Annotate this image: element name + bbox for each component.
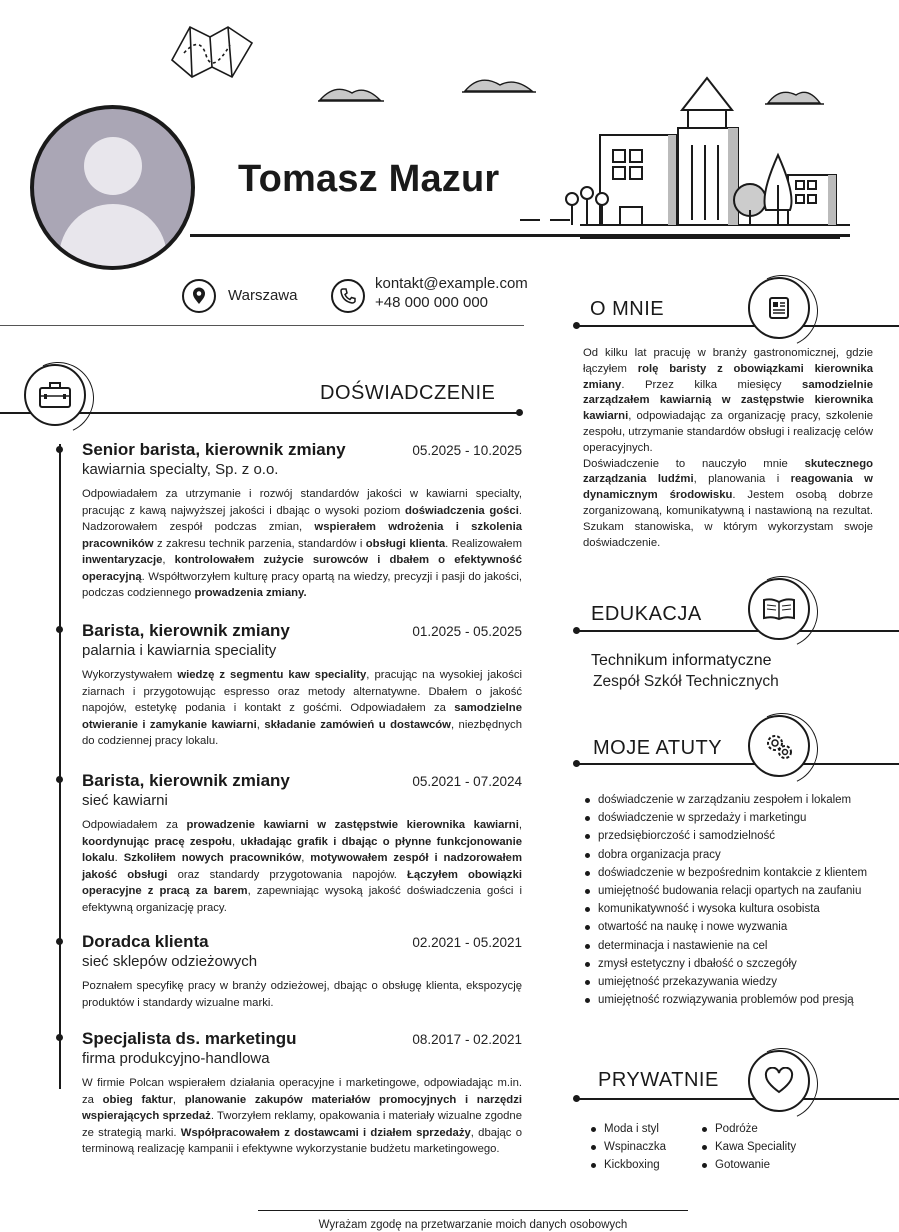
- city-illustration: [160, 15, 860, 245]
- rule-end-dot: [516, 409, 523, 416]
- header-rule: [190, 234, 850, 237]
- private-title: PRYWATNIE: [598, 1069, 719, 1091]
- job-company: palarnia i kawiarnia speciality: [82, 642, 277, 659]
- phone-text: +48 000 000 000: [375, 294, 489, 311]
- gdpr-consent: Wyrażam zgodę na przetwarzanie moich danych osobowych: [318, 1219, 628, 1231]
- job-title: Senior barista, kierownik zmiany: [82, 440, 346, 459]
- avatar: [30, 105, 195, 270]
- phone-icon: [331, 279, 365, 313]
- rule-end-dot: [573, 760, 580, 767]
- timeline-dot: [56, 938, 63, 945]
- skills-rule: [578, 763, 899, 765]
- skill-item: zmysł estetyczny i dbałość o szczegóły: [584, 955, 889, 973]
- document-icon: [748, 277, 810, 339]
- job-date: 02.2021 - 05.2021: [412, 935, 522, 950]
- job-title: Specjalista ds. marketingu: [82, 1029, 297, 1048]
- cloud-icon: [320, 80, 820, 103]
- heart-icon: [748, 1050, 810, 1112]
- job-title: Barista, kierownik zmiany: [82, 621, 290, 640]
- job-date: 05.2021 - 07.2024: [412, 774, 522, 789]
- about-rule: [578, 325, 899, 327]
- education-subtitle: Zespół Szkół Technicznych: [593, 673, 779, 690]
- briefcase-icon: [24, 364, 86, 426]
- job-entry: [82, 771, 522, 916]
- skill-item: umiejętność budowania relacji opartych na zaufaniu: [584, 882, 889, 900]
- private-rule: [578, 1098, 899, 1100]
- experience-title: DOŚWIADCZENIE: [320, 382, 496, 404]
- map-icon: [172, 27, 252, 77]
- job-description: Wykorzystywałem wiedzę z segmentu kaw speciality, pracując na wysokiej jakości ziarnach i przygotowując espresso oraz metody alternatywne. Dbałem o jakość napojów, estetykę podania i kontakt z gośćmi. Odpowiadałem za samodzielne otwieranie i zamykanie kawiarni, składanie zamówień u dostawców, niezbędnych do codziennej pracy lokalu.: [82, 669, 523, 747]
- map-pin-icon: [182, 279, 216, 313]
- city-text: Warszawa: [228, 287, 298, 304]
- timeline-dot: [56, 626, 63, 633]
- skill-item: doświadczenie w sprzedaży i marketingu: [584, 809, 889, 827]
- avatar-head: [84, 137, 142, 195]
- rule-end-dot: [573, 322, 580, 329]
- job-description: Odpowiadałem za prowadzenie kawiarni w zastępstwie kierownika kawiarni, koordynując pracę zespołu, układając grafik i dbając o płynne funkcjonowanie lokalu. Szkoliłem nowych pracowników, motywowałem zespół i nadzorowałem jakość obsługi oraz standardy przygotowania napojów. Łączyłem obowiązki operacyjne z pracą za barem, zapewniając wysoką jakość doświadczenia gości i efektywną organizację pracy.: [82, 819, 522, 914]
- job-description: Poznałem specyfikę pracy w branży odzieżowej, dbając o obsługę klienta, ekspozycję produktów i standardy wizualne marki.: [82, 980, 522, 1009]
- timeline-dot: [56, 446, 63, 453]
- job-entry: [82, 1029, 522, 1158]
- hobbies-list: [701, 1120, 831, 1175]
- timeline-dot: [56, 776, 63, 783]
- skill-item: komunikatywność i wysoka kultura osobista: [584, 900, 889, 918]
- hobby-item: Gotowanie: [701, 1156, 831, 1174]
- gears-icon: [748, 715, 810, 777]
- hobby-item: Kawa Speciality: [701, 1138, 831, 1156]
- skills-list: [584, 791, 889, 1009]
- job-description: Odpowiadałem za utrzymanie i rozwój standardów jakości w kawiarni specialty, pracując z kawą najwyższej jakości i dbając o wysoki poziom doświadczenia gości. Nadzorowałem zespół podczas zmian, wspierałem wdrożenia i szkolenia pracowników z zakresu technik parzenia, standardów i obsługi klienta. Realizowałem inwentaryzacje, kontrolowałem zużycie surowców i dbałem o efektywność operacyjną. Współtworzyłem kulturę pracy opartą na wiedzy, precyzji i pasji do jakości, podczas codziennego prowadzenia zmiany.: [82, 488, 522, 599]
- education-rule: [578, 630, 899, 632]
- rule-end-dot: [573, 627, 580, 634]
- job-title: Barista, kierownik zmiany: [82, 771, 290, 790]
- rule-end-dot: [573, 1095, 580, 1102]
- footer-rule: [258, 1210, 688, 1211]
- skills-title: MOJE ATUTY: [593, 737, 723, 759]
- education-title: EDUKACJA: [591, 603, 702, 625]
- skill-item: dobra organizacja pracy: [584, 846, 889, 864]
- job-company: sieć sklepów odzieżowych: [82, 953, 258, 970]
- job-entry: [82, 932, 522, 1011]
- job-description: W firmie Polcan wspierałem działania operacyjne i marketingowe, odpowiadając m.in. za obieg faktur, planowanie zakupów materiałów promocyjnych i narzędzi wspierających sprzedaż. Tworzyłem reklamy, opakowania i materiały wizualne zgodne ze strategią marki. Współpracowałem z dostawcami i działem sprzedaży, dbając o terminową realizację kampanii i efektywne wykorzystanie budżetu marketingowego.: [82, 1077, 522, 1155]
- job-entry: [82, 440, 522, 602]
- job-company: sieć kawiarni: [82, 792, 168, 809]
- open-book-icon: [748, 578, 810, 640]
- timeline-dot: [56, 1034, 63, 1041]
- job-title: Doradca klienta: [82, 932, 209, 951]
- hobby-item: Moda i styl: [590, 1120, 700, 1138]
- job-company: firma produkcyjno-handlowa: [82, 1050, 270, 1067]
- job-entry: [82, 621, 522, 750]
- skill-item: doświadczenie w zarządzaniu zespołem i lokalem: [584, 791, 889, 809]
- page-title: Tomasz Mazur: [238, 158, 500, 200]
- job-date: 08.2017 - 02.2021: [412, 1032, 522, 1047]
- timeline: [59, 444, 61, 1089]
- avatar-body: [59, 204, 167, 270]
- about-text: Od kilku lat pracuję w branży gastronomicznej, gdzie łączyłem rolę baristy z obowiązkami kierownika zmiany. Przez kilka miesięcy samodzielnie zarządzałem kawiarnią w zastępstwie kierownika kawiarni, odpowiadając za organizację pracy, szkolenie zespołu, utrzymanie standardów obsługi i realizację celów operacyjnych. Doświadczenie to nauczyło mnie skutecznego zarządzania ludźmi, planowania i reagowania w dynamicznym środowisku. Jestem osobą dobrze zorganizowaną, komunikatywną i nastawioną na rezultat. Szukam stanowiska, w którym wykorzystam swoje doświadczenie.: [583, 347, 873, 549]
- hobby-item: Podróże: [701, 1120, 831, 1138]
- email-text[interactable]: kontakt@example.com: [375, 275, 528, 292]
- job-company: kawiarnia specialty, Sp. z o.o.: [82, 461, 279, 478]
- education-school: Technikum informatyczne: [591, 652, 772, 669]
- skill-item: otwartość na naukę i nowe wyzwania: [584, 918, 889, 936]
- contact-divider: [0, 325, 524, 326]
- hobby-item: Kickboxing: [590, 1156, 700, 1174]
- skill-item: przedsiębiorczość i samodzielność: [584, 827, 889, 845]
- skill-item: doświadczenie w bezpośrednim kontakcie z klientem: [584, 864, 889, 882]
- job-date: 01.2025 - 05.2025: [412, 624, 522, 639]
- job-date: 05.2025 - 10.2025: [412, 443, 522, 458]
- skill-item: umiejętność przekazywania wiedzy: [584, 973, 889, 991]
- hobby-item: Wspinaczka: [590, 1138, 700, 1156]
- skill-item: determinacja i nastawienie na cel: [584, 937, 889, 955]
- hobbies-list: [590, 1120, 700, 1175]
- about-title: O MNIE: [590, 298, 665, 320]
- skill-item: umiejętność rozwiązywania problemów pod presją: [584, 991, 889, 1009]
